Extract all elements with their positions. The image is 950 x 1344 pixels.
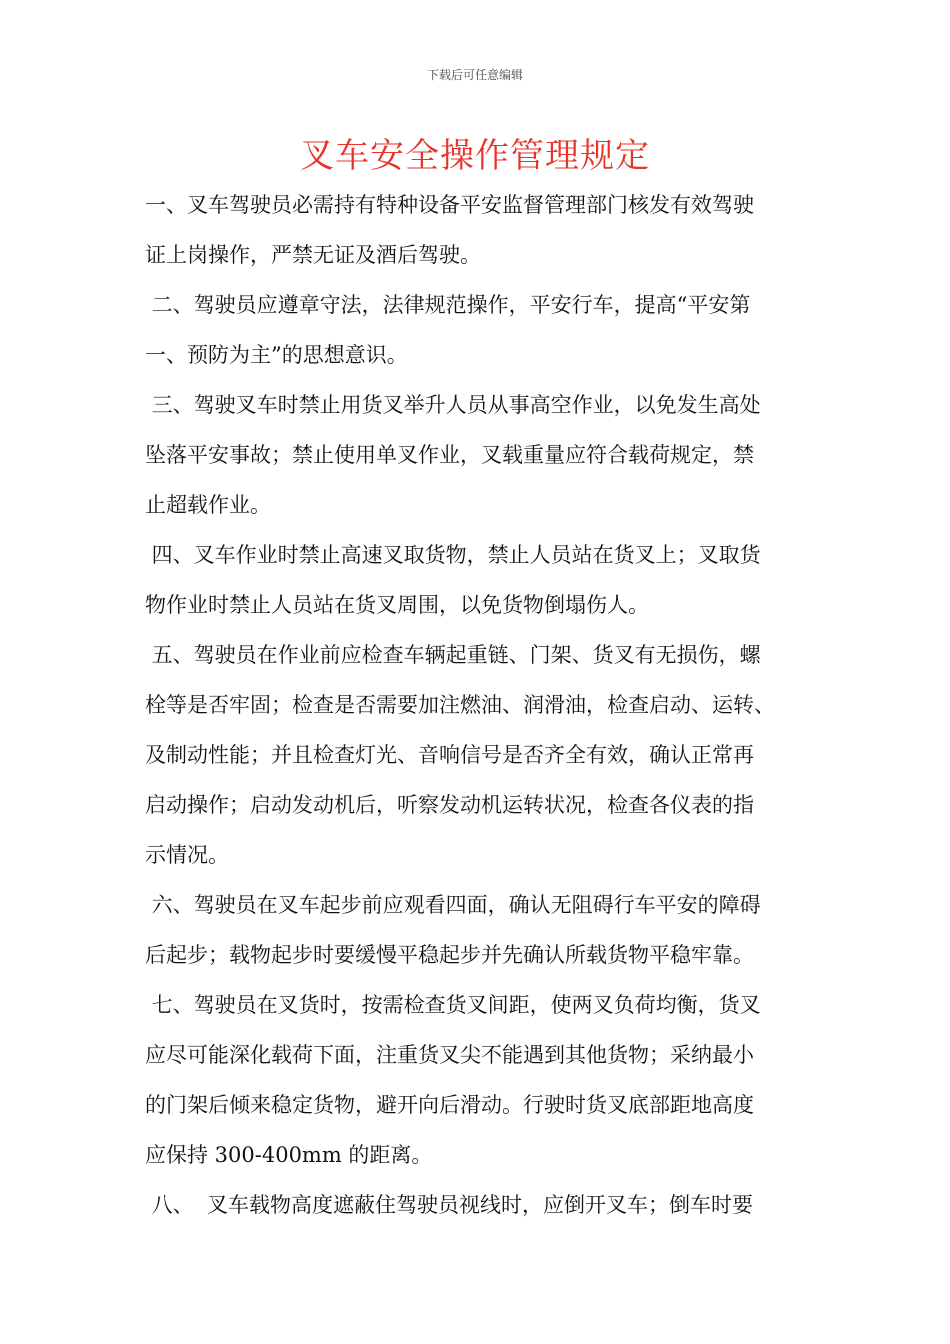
text-line: 止超载作业。 — [145, 493, 271, 517]
paragraph-7 — [145, 980, 825, 1180]
text-line: 示情况。 — [145, 843, 229, 867]
paragraph-4 — [145, 530, 825, 630]
paragraph-8 — [145, 1180, 825, 1230]
text-line: 一、叉车驾驶员必需持有特种设备平安监督管理部门核发有效驾驶 — [145, 193, 754, 217]
text-line: 五、驾驶员在作业前应检查车辆起重链、门架、货叉有无损伤，螺 — [145, 643, 761, 667]
text-line: 坠落平安事故；禁止使用单叉作业，叉载重量应符合载荷规定，禁 — [145, 443, 754, 467]
text-line: 一、预防为主”的思想意识。 — [145, 343, 408, 367]
paragraph-5 — [145, 630, 825, 880]
text-line: 物作业时禁止人员站在货叉周围，以免货物倒塌伤人。 — [145, 593, 649, 617]
paragraph-1 — [145, 180, 825, 280]
text-line: 栓等是否牢固；检查是否需要加注燃油、润滑油，检查启动、运转、 — [145, 693, 775, 717]
text-line: 的门架后倾来稳定货物，避开向后滑动。行驶时货叉底部距地高度 — [145, 1093, 754, 1117]
text-line: 二、驾驶员应遵章守法，法律规范操作，平安行车，提高“平安第 — [145, 293, 751, 317]
paragraph-3 — [145, 380, 825, 530]
text-line: 三、驾驶叉车时禁止用货叉举升人员从事高空作业，以免发生高处 — [145, 393, 761, 417]
text-line: 八、 叉车载物高度遮蔽住驾驶员视线时，应倒开叉车；倒车时要 — [145, 1193, 754, 1217]
header-note: 下载后可任意编辑 — [426, 68, 523, 82]
paragraph-2 — [145, 280, 825, 380]
text-line: 四、叉车作业时禁止高速叉取货物，禁止人员站在货叉上；叉取货 — [145, 543, 761, 567]
document-title: 叉车安全操作管理规定 — [300, 136, 650, 176]
text-line: 启动操作；启动发动机后，听察发动机运转状况，检查各仪表的指 — [145, 793, 754, 817]
paragraph-6 — [145, 880, 825, 980]
text-line: 及制动性能；并且检查灯光、音响信号是否齐全有效，确认正常再 — [145, 743, 754, 767]
text-line: 六、驾驶员在叉车起步前应观看四面，确认无阻碍行车平安的障碍 — [145, 893, 761, 917]
text-line: 证上岗操作，严禁无证及酒后驾驶。 — [145, 243, 481, 267]
document-body — [145, 180, 825, 1230]
text-line: 应保持 300-400mm 的距离。 — [145, 1143, 433, 1167]
text-line: 七、驾驶员在叉货时，按需检查货叉间距，使两叉负荷均衡，货叉 — [145, 993, 761, 1017]
text-line: 应尽可能深化载荷下面，注重货叉尖不能遇到其他货物；采纳最小 — [145, 1043, 754, 1067]
text-line: 后起步；载物起步时要缓慢平稳起步并先确认所载货物平稳牢靠。 — [145, 943, 754, 967]
